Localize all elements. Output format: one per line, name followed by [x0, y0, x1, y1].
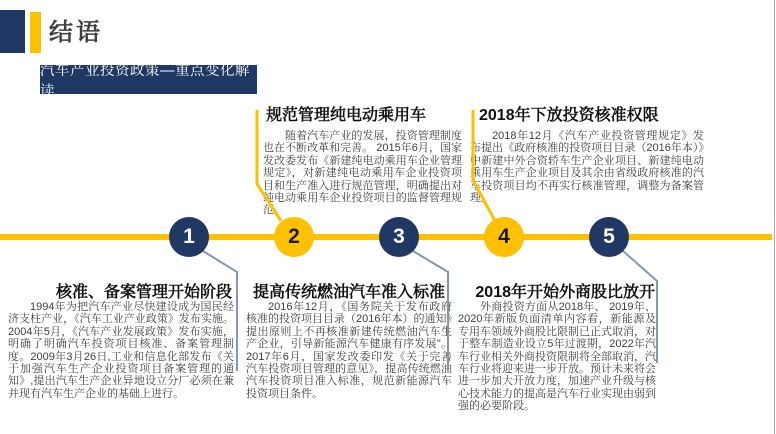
bottom-block-3-title: 2018年开始外商股比放开	[475, 284, 655, 301]
bottom-block-1-body: 1994年为把汽车产业尽快建设成为国民经济支柱产业，《汽车工业产业政策》发布实施。2004年5月，《汽车产业发展政策》发布实施，明确了明确汽车投资项目核准、备案管理制度。2009年3月26日,工业和信息化部发布《关于加强汽车生产企业投资项目备案管理的通知》,提出汽车生产企业异地设立分厂必须在兼并现有汽车生产企业的基础上进行。	[8, 301, 234, 400]
section-banner: 汽车产业投资政策—重点变化解读	[40, 65, 257, 94]
top-block-2-body: 2018年12月《汽车产业投资管理规定》发布提出《政府核准的投资项目目录（2016年本）》中新建中外合资轿车生产企业项目、新建纯电动乘用车生产企业项目及其余由省级政府核准的汽车投资项目均不再实行核准管理，调整为备案管理。	[470, 130, 704, 205]
bottom-block-2-title: 提高传统燃油汽车准入标准	[252, 284, 445, 301]
top-block-2-title: 2018年下放投资核准权限	[479, 107, 659, 124]
bottom-block-3-body: 外商投资方面从2018年、 2019年、2020年新版负面清单内容看，新能源及专用车领域外商股比限制已正式取消，对于整车制造业设立5年过渡期，2022年汽车行业相关外商投资限制将全部取消，汽车行业将迎来进一步开放。预计未来将会进一步加大开放力度，加速产业升级与核心技术能力的提高是汽车行业实现由弱到强的必要阶段。	[458, 301, 656, 413]
timeline-node-3: 3	[379, 217, 419, 257]
page-title: 结语	[49, 19, 103, 46]
timeline-node-4: 4	[484, 217, 524, 257]
accent-bar-gold	[30, 12, 41, 53]
top-block-1-body: 随着汽车产业的发展，投资管理制度也在不断改革和完善。 2015年6月，国家发改委发布《新建纯电动乘用车企业管理规定》，对新建纯电动乘用车企业投资项目和生产准入进行规范管理，明确提出对纯电动乘用车企业投资项目的监督管理规范。	[263, 130, 462, 217]
timeline-node-1: 1	[169, 217, 209, 257]
timeline-node-2: 2	[274, 217, 314, 257]
accent-square-navy	[0, 10, 25, 53]
slide-right-border	[774, 0, 775, 434]
bottom-block-1-title: 核准、备案管理开始阶段	[55, 284, 232, 301]
bottom-block-2-body: 2016年12月，《国务院关于发布政府核准的投资项目目录（2016年本）的通知》提出原则上不再核准新建传统燃油汽车生产企业，引导新能源汽车健康有序发展"。2017年6月，国家发改委印发《关于完善汽车投资项目管理的意见》，提高传统燃油汽车投资项目准入标准，规范新能源汽车投资项目条件。	[246, 301, 452, 400]
timeline-node-5: 5	[589, 217, 629, 257]
top-block-1-title: 规范管理纯电动乘用车	[266, 107, 427, 124]
